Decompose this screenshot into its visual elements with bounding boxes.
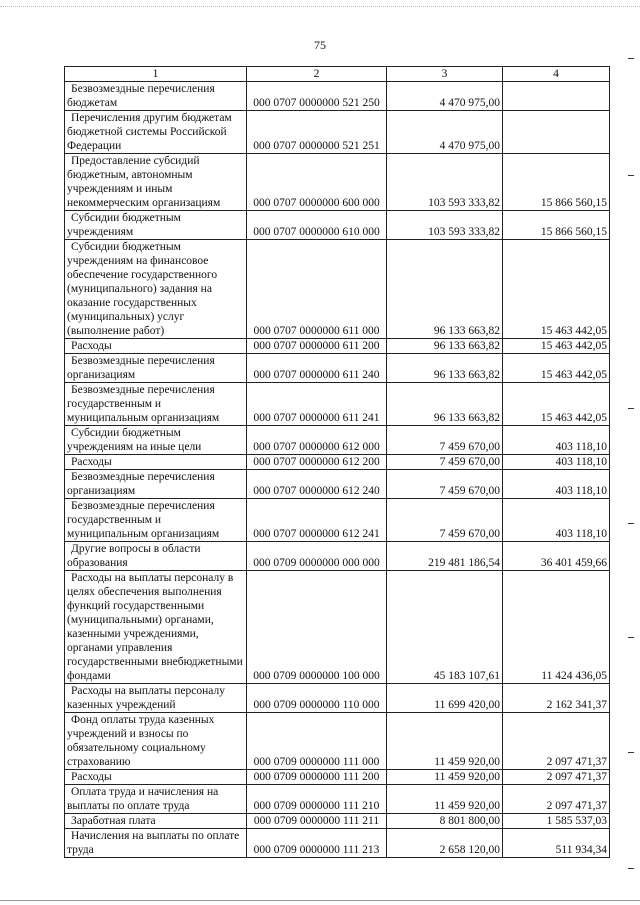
- row-value-col3: 7 459 670,00: [387, 470, 503, 499]
- table-row: [65, 426, 610, 455]
- row-value-col3: 103 593 333,82: [387, 154, 503, 211]
- scan-edge-bottom: [0, 900, 640, 901]
- column-header-3: 3: [387, 67, 503, 82]
- row-name: Расходы: [65, 455, 247, 470]
- row-name: Начисления на выплаты по оплате труда: [65, 829, 247, 858]
- row-value-col4: 403 118,10: [503, 426, 610, 455]
- row-value-col3: 103 593 333,82: [387, 211, 503, 240]
- row-name: Субсидии бюджетным учреждениям на иные цели: [65, 426, 247, 455]
- table-row: [65, 499, 610, 542]
- table-row: [65, 814, 610, 829]
- row-code: 000 0707 0000000 610 000: [247, 211, 387, 240]
- row-code: 000 0707 0000000 600 000: [247, 154, 387, 211]
- row-value-col3: 219 481 186,54: [387, 542, 503, 571]
- column-header-1: 1: [65, 67, 247, 82]
- row-value-col3: 11 699 420,00: [387, 684, 503, 713]
- table-row: [65, 154, 610, 211]
- scan-edge-top: [0, 0, 640, 7]
- row-value-col3: 2 658 120,00: [387, 829, 503, 858]
- row-value-col4: 15 866 560,15: [503, 154, 610, 211]
- scan-edge-mark: [628, 637, 634, 638]
- row-code: 000 0707 0000000 612 000: [247, 426, 387, 455]
- budget-table: [64, 66, 610, 858]
- table-row: [65, 354, 610, 383]
- row-name: Безвозмездные перечисления бюджетам: [65, 82, 247, 111]
- row-value-col4: 15 866 560,15: [503, 211, 610, 240]
- table-row: [65, 684, 610, 713]
- row-code: 000 0709 0000000 000 000: [247, 542, 387, 571]
- row-value-col3: 7 459 670,00: [387, 455, 503, 470]
- row-value-col4: 1 585 537,03: [503, 814, 610, 829]
- row-value-col3: 8 801 800,00: [387, 814, 503, 829]
- row-code: 000 0707 0000000 611 240: [247, 354, 387, 383]
- table-row: [65, 240, 610, 339]
- table-row: [65, 383, 610, 426]
- row-code: 000 0707 0000000 611 241: [247, 383, 387, 426]
- row-value-col4: 15 463 442,05: [503, 240, 610, 339]
- row-name: Оплата труда и начисления на выплаты по оплате труда: [65, 785, 247, 814]
- row-value-col4: 11 424 436,05: [503, 571, 610, 684]
- table-row: [65, 470, 610, 499]
- row-name: Расходы: [65, 339, 247, 354]
- row-value-col4: 15 463 442,05: [503, 383, 610, 426]
- row-value-col3: 7 459 670,00: [387, 499, 503, 542]
- row-name: Перечисления другим бюджетам бюджетной системы Российской Федерации: [65, 111, 247, 154]
- row-name: Расходы на выплаты персоналу в целях обеспечения выполнения функций государственными (муниципальными) органами, казенными учреждениями, органами управления государственными внебюджетными фондами: [65, 571, 247, 684]
- row-value-col4: 403 118,10: [503, 499, 610, 542]
- row-value-col4: 403 118,10: [503, 470, 610, 499]
- table-row: [65, 82, 610, 111]
- row-code: 000 0707 0000000 611 200: [247, 339, 387, 354]
- row-code: 000 0707 0000000 521 251: [247, 111, 387, 154]
- row-value-col3: 7 459 670,00: [387, 426, 503, 455]
- row-value-col3: 11 459 920,00: [387, 713, 503, 770]
- row-code: 000 0709 0000000 100 000: [247, 571, 387, 684]
- column-header-2: 2: [247, 67, 387, 82]
- row-code: 000 0709 0000000 111 000: [247, 713, 387, 770]
- row-value-col3: 11 459 920,00: [387, 770, 503, 785]
- row-name: Расходы: [65, 770, 247, 785]
- scan-edge-mark: [628, 523, 634, 524]
- row-value-col4: 2 097 471,37: [503, 770, 610, 785]
- row-name: Безвозмездные перечисления организациям: [65, 470, 247, 499]
- scan-edge-mark: [628, 175, 634, 176]
- table-row: [65, 339, 610, 354]
- row-value-col3: 45 183 107,61: [387, 571, 503, 684]
- table-row: [65, 542, 610, 571]
- row-value-col4: 36 401 459,66: [503, 542, 610, 571]
- column-header-4: 4: [503, 67, 610, 82]
- table-row: [65, 111, 610, 154]
- row-value-col3: 96 133 663,82: [387, 383, 503, 426]
- table-row: [65, 829, 610, 858]
- row-value-col3: 96 133 663,82: [387, 240, 503, 339]
- table-header: [65, 67, 610, 82]
- table-row: [65, 571, 610, 684]
- row-code: 000 0707 0000000 612 240: [247, 470, 387, 499]
- row-name: Субсидии бюджетным учреждениям: [65, 211, 247, 240]
- row-code: 000 0709 0000000 111 210: [247, 785, 387, 814]
- row-value-col3: 4 470 975,00: [387, 82, 503, 111]
- row-value-col4: [503, 111, 610, 154]
- scan-edge-mark: [628, 408, 634, 409]
- table-row: [65, 713, 610, 770]
- row-value-col4: 403 118,10: [503, 455, 610, 470]
- row-value-col3: 96 133 663,82: [387, 354, 503, 383]
- row-value-col4: 2 162 341,37: [503, 684, 610, 713]
- row-code: 000 0707 0000000 612 200: [247, 455, 387, 470]
- header-row: [65, 67, 610, 82]
- row-name: Фонд оплаты труда казенных учреждений и взносы по обязательному социальному страхованию: [65, 713, 247, 770]
- row-value-col4: 2 097 471,37: [503, 785, 610, 814]
- row-name: Безвозмездные перечисления государственным и муниципальным организациям: [65, 383, 247, 426]
- row-code: 000 0707 0000000 521 250: [247, 82, 387, 111]
- table-row: [65, 770, 610, 785]
- row-name: Безвозмездные перечисления организациям: [65, 354, 247, 383]
- scan-edge-mark: [628, 752, 634, 753]
- table-body: [65, 82, 610, 858]
- row-value-col3: 11 459 920,00: [387, 785, 503, 814]
- scan-edge-mark: [628, 58, 634, 59]
- row-name: Расходы на выплаты персоналу казенных учреждений: [65, 684, 247, 713]
- row-code: 000 0709 0000000 111 211: [247, 814, 387, 829]
- page-number: 75: [314, 38, 326, 52]
- table-row: [65, 211, 610, 240]
- row-name: Другие вопросы в области образования: [65, 542, 247, 571]
- row-value-col4: 15 463 442,05: [503, 339, 610, 354]
- row-name: Предоставление субсидий бюджетным, автономным учреждениям и иным некоммерческим организациям: [65, 154, 247, 211]
- row-value-col4: [503, 82, 610, 111]
- table-row: [65, 455, 610, 470]
- row-code: 000 0709 0000000 110 000: [247, 684, 387, 713]
- row-value-col4: 511 934,34: [503, 829, 610, 858]
- row-value-col3: 96 133 663,82: [387, 339, 503, 354]
- row-name: Безвозмездные перечисления государственным и муниципальным организациям: [65, 499, 247, 542]
- row-name: Заработная плата: [65, 814, 247, 829]
- row-code: 000 0709 0000000 111 213: [247, 829, 387, 858]
- row-code: 000 0707 0000000 612 241: [247, 499, 387, 542]
- table-row: [65, 785, 610, 814]
- row-value-col3: 4 470 975,00: [387, 111, 503, 154]
- row-code: 000 0707 0000000 611 000: [247, 240, 387, 339]
- row-code: 000 0709 0000000 111 200: [247, 770, 387, 785]
- row-value-col4: 2 097 471,37: [503, 713, 610, 770]
- row-name: Субсидии бюджетным учреждениям на финансовое обеспечение государственного (муниципального) задания на оказание государственных (муниципальных) услуг (выполнение работ): [65, 240, 247, 339]
- row-value-col4: 15 463 442,05: [503, 354, 610, 383]
- scan-edge-mark: [628, 868, 634, 869]
